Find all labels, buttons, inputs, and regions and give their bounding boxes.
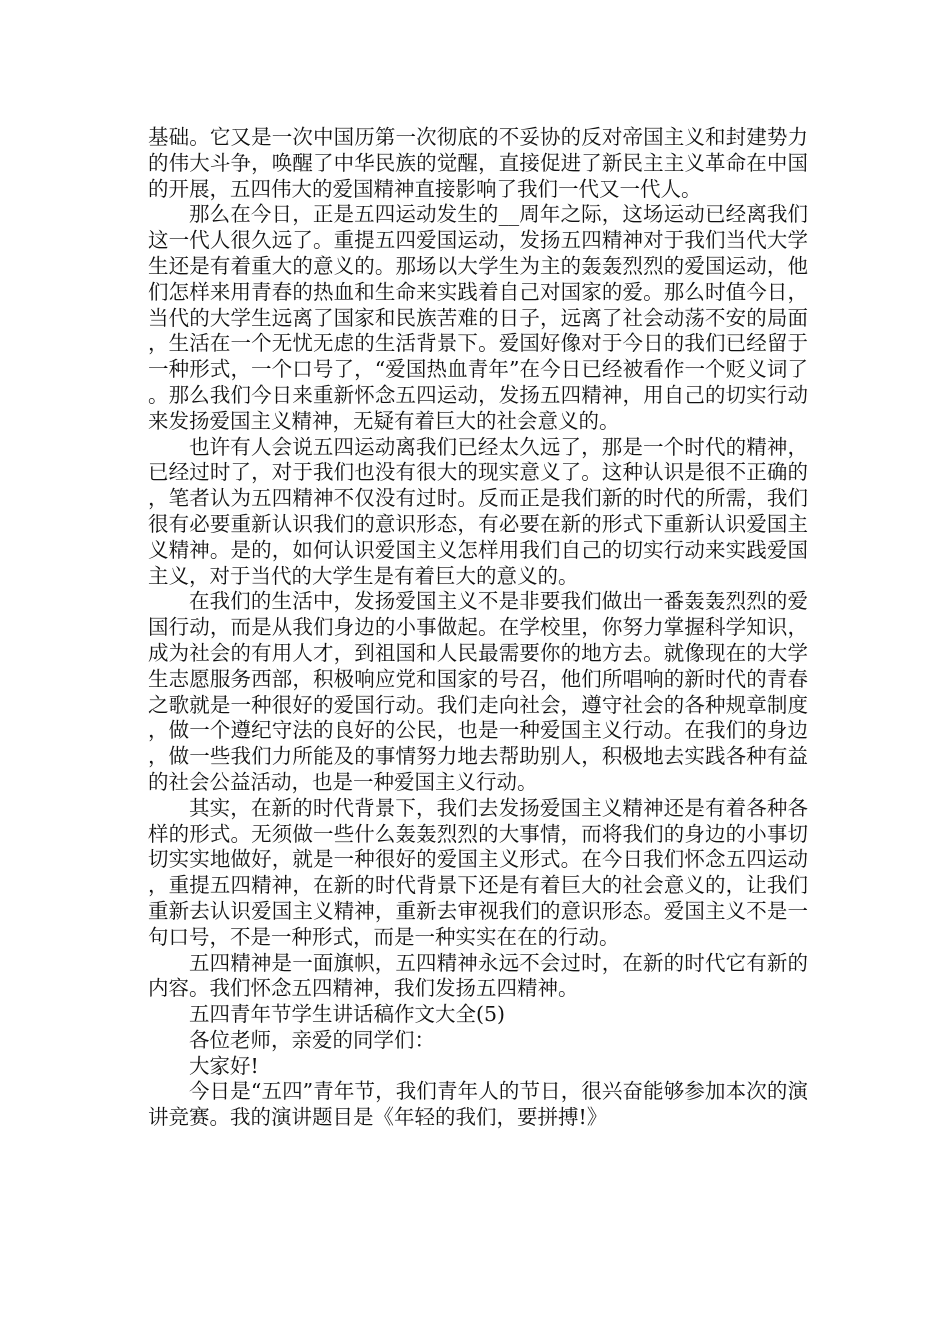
paragraph-10: 今日是“五四”青年节，我们青年人的节日，很兴奋能够参加本次的演讲竞赛。我的演讲题目是《年轻的我们，要拼搏!》 xyxy=(148,1079,808,1130)
salutation: 各位老师，亲爱的同学们： xyxy=(189,1027,435,1052)
paragraph-2: 那么在今日，正是五四运动发生的__周年之际，这场运动已经离我们这一代人很久远了。重提五四爱国运动，发扬五四精神对于我们当代大学生还是有着重大的意义的。那场以大学生为主的轰轰烈烈的爱国运动，他们怎样来用青春的热血和生命来实践着自己对国家的爱。那么时值今日，当代的大学生远离了国家和民族苦难的日子，远离了社会动荡不安的局面，生活在一个无忧无虑的生活背景下。爱国好像对于今日的我们已经留于一种形式，一个口号了，“爱国热血青年”在今日已经被看作一个贬义词了。那么我们今日来重新怀念五四运动，发扬五四精神，用自己的切实行动来发扬爱国主义精神，无疑有着巨大的社会意义的。 xyxy=(148,202,808,433)
section-heading: 五四青年节学生讲话稿作文大全(5) xyxy=(189,1002,506,1027)
paragraph-1: 基础。它又是一次中国历第一次彻底的不妥协的反对帝国主义和封建势力的伟大斗争，唤醒了中华民族的觉醒，直接促进了新民主主义革命在中国的开展，五四伟大的爱国精神直接影响了我们一代又一代人。 xyxy=(148,125,808,201)
paragraph-6: 五四精神是一面旗帜，五四精神永远不会过时，在新的时代它有新的内容。我们怀念五四精神，我们发扬五四精神。 xyxy=(148,950,808,1001)
document-body xyxy=(148,125,808,1131)
paragraph-4: 在我们的生活中，发扬爱国主义不是非要我们做出一番轰轰烈烈的爱国行动，而是从我们身边的小事做起。在学校里，你努力掌握科学知识，成为社会的有用人才，到祖国和人民最需要你的地方去。就像现在的大学生志愿服务西部，积极响应党和国家的号召，他们所唱响的新时代的青春之歌就是一种很好的爱国行动。我们走向社会，遵守社会的各种规章制度，做一个遵纪守法的良好的公民，也是一种爱国主义行动。在我们的身边，做一些我们力所能及的事情努力地去帮助别人，积极地去实践各种有益的社会公益活动，也是一种爱国主义行动。 xyxy=(148,589,808,794)
paragraph-5: 其实，在新的时代背景下，我们去发扬爱国主义精神还是有着各种各样的形式。无须做一些什么轰轰烈烈的大事情，而将我们的身边的小事切切实实地做好，就是一种很好的爱国主义形式。在今日我们怀念五四运动，重提五四精神，在新的时代背景下还是有着巨大的社会意义的，让我们重新去认识爱国主义精神，重新去审视我们的意识形态。爱国主义不是一句口号，不是一种形式，而是一种实实在在的行动。 xyxy=(148,795,808,949)
greeting: 大家好! xyxy=(189,1053,259,1078)
paragraph-3: 也许有人会说五四运动离我们已经太久远了，那是一个时代的精神，已经过时了，对于我们也没有很大的现实意义了。这种认识是很不正确的，笔者认为五四精神不仅没有过时。反而正是我们新的时代的所需，我们很有必要重新认识我们的意识形态，有必要在新的形式下重新认识爱国主义精神。是的，如何认识爱国主义怎样用我们自己的切实行动来实践爱国主义，对于当代的大学生是有着巨大的意义的。 xyxy=(148,434,808,588)
